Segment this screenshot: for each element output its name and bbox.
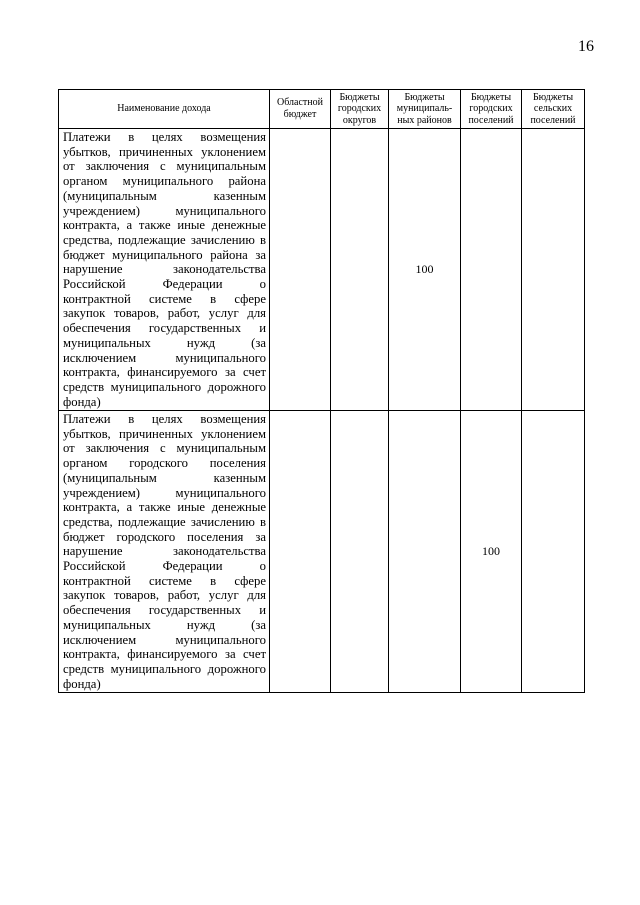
rural-settlements-cell <box>522 129 585 411</box>
regional-budget-cell <box>270 411 331 693</box>
revenue-name-cell: Платежи в целях возмещения убытков, причиненных уклонением от заключения с муниципальным органом муниципального района (муниципальным казенным учреждением) муниципального контракта, а также иные денежные средства, подлежащие зачислению в бюджет муниципального района за нарушение законодательства Российской Федерации о контрактной системе в сфере закупок товаров, работ, услуг для обеспечения государственных и муниципальных нужд (за исключением муниципального контракта, финансируемого за счет средств муниципального дорожного фонда) <box>59 129 270 411</box>
urban-settlements-cell <box>461 129 522 411</box>
revenue-distribution-table <box>58 89 585 693</box>
header-regional-budget: Областной бюджет <box>270 90 331 129</box>
regional-budget-cell <box>270 129 331 411</box>
rural-settlements-cell <box>522 411 585 693</box>
table-row <box>59 411 585 693</box>
city-districts-cell <box>331 129 389 411</box>
revenue-name-cell: Платежи в целях возмещения убытков, причиненных уклонением от заключения с муниципальным органом городского поселения (муниципальным казенным учреждением) муниципального контракта, а также иные денежные средства, подлежащие зачислению в бюджет городского поселения за нарушение законодательства Российской Федерации о контрактной системе в сфере закупок товаров, работ, услуг для обеспечения государственных и муниципальных нужд (за исключением муниципального контракта, финансируемого за счет средств муниципального дорожного фонда) <box>59 411 270 693</box>
urban-settlements-cell: 100 <box>461 411 522 693</box>
table-header-row <box>59 90 585 129</box>
header-rural-settlements-budget: Бюджеты сельских поселений <box>522 90 585 129</box>
header-municipal-districts-budget: Бюджеты муниципаль- ных районов <box>389 90 461 129</box>
municipal-districts-cell: 100 <box>389 129 461 411</box>
municipal-districts-cell <box>389 411 461 693</box>
page-number: 16 <box>578 38 594 55</box>
table-row <box>59 129 585 411</box>
header-urban-settlements-budget: Бюджеты городских поселений <box>461 90 522 129</box>
header-revenue-name: Наименование дохода <box>59 90 270 129</box>
header-city-districts-budget: Бюджеты городских округов <box>331 90 389 129</box>
city-districts-cell <box>331 411 389 693</box>
